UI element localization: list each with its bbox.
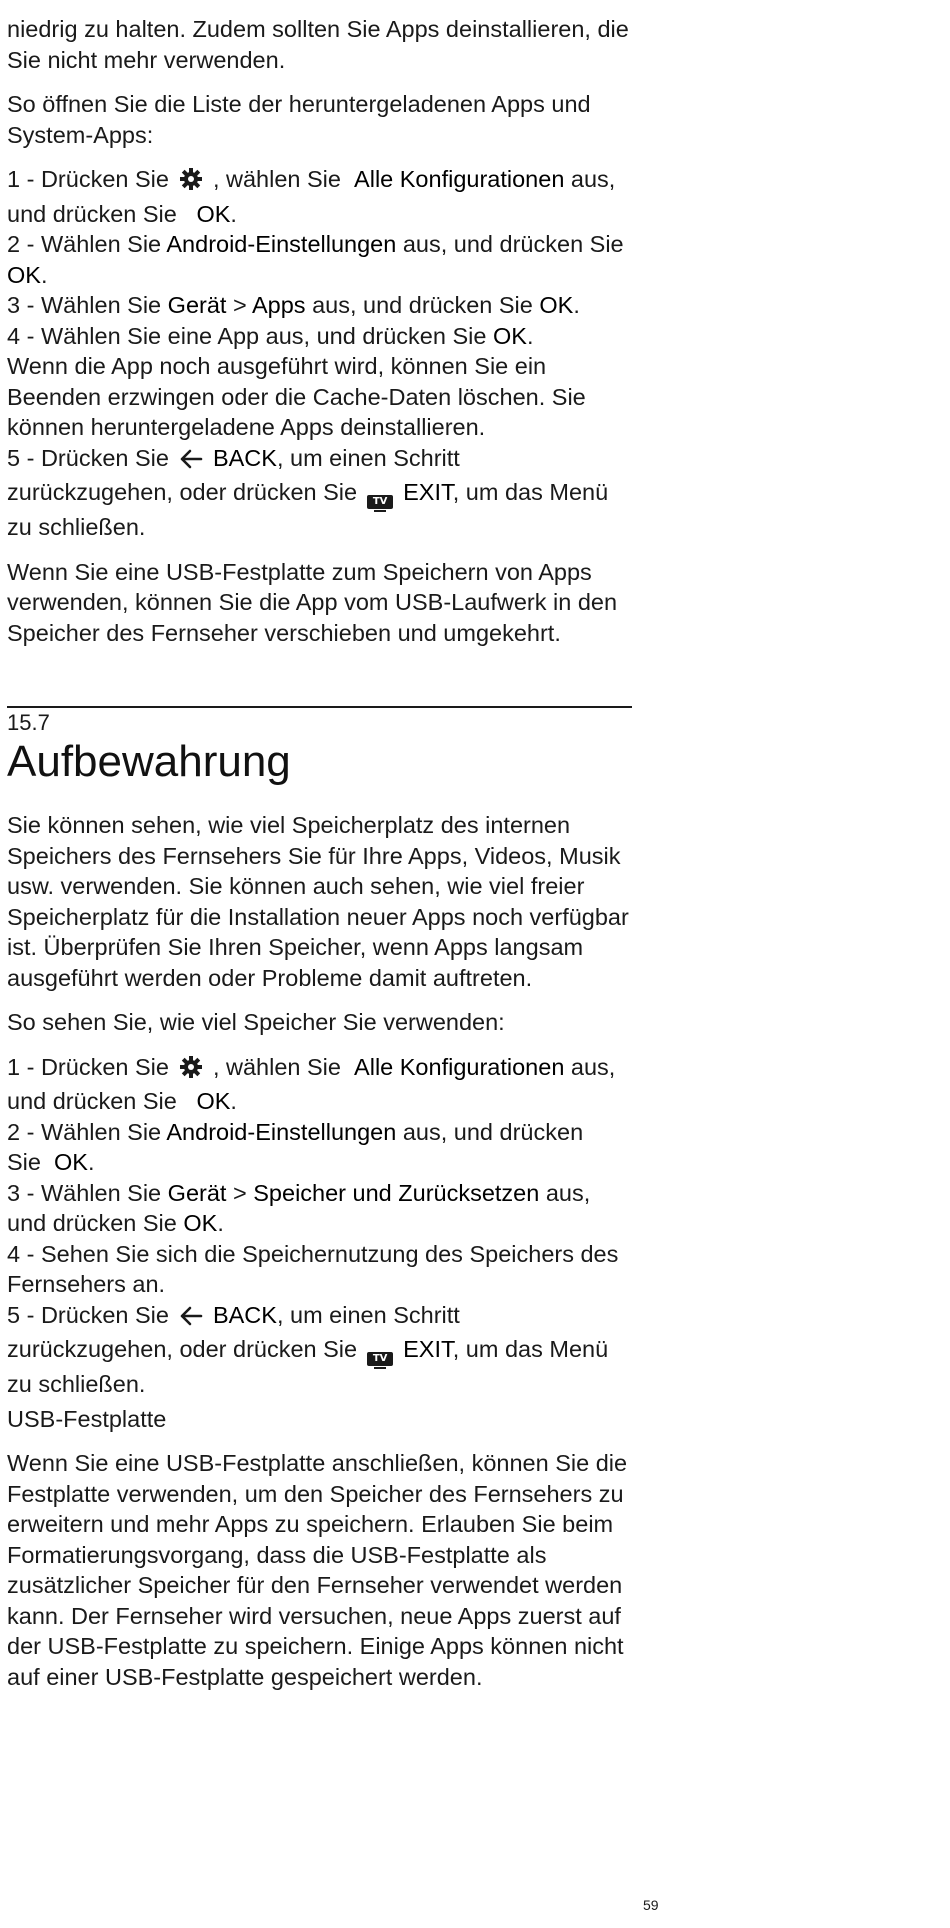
step-text: 3 - Wählen Sie — [7, 292, 162, 318]
apps-step-2: 2 - Wählen Sie Android-Einstellungen aus, und drücken Sie OK. — [7, 231, 624, 288]
step-text: aus, und drücken Sie — [312, 292, 533, 318]
storage-step-5 — [7, 1300, 632, 1400]
apps-steps — [7, 164, 632, 543]
tv-icon-label: TV — [367, 495, 393, 509]
step-text: aus, und drücken Sie — [7, 1053, 616, 1114]
step-text: , wählen Sie — [212, 166, 341, 192]
storage-step-2: 2 - Wählen Sie Android-Einstellungen aus, und drücken Sie OK. — [7, 1118, 584, 1175]
exit-keyword: EXIT — [403, 479, 453, 505]
storage-step-3: 3 - Wählen Sie Gerät > Speicher und Zurücksetzen aus, und drücken Sie OK. — [7, 1179, 591, 1236]
step-keyword: Android-Einstellungen — [166, 231, 397, 257]
step-text: 5 - Drücken Sie — [7, 1301, 169, 1328]
step-keyword: Android-Einstellungen — [166, 1118, 397, 1145]
step-text: 4 - Wählen Sie eine App aus, und drücken Sie — [7, 322, 487, 349]
step-text: 3 - Wählen Sie — [7, 1179, 162, 1206]
storage-paragraph-2: So sehen Sie, wie viel Speicher Sie verwenden: — [7, 1009, 505, 1035]
ok-keyword: OK — [196, 200, 231, 227]
back-keyword: BACK — [212, 444, 277, 471]
gear-icon — [179, 167, 203, 199]
usb-move-paragraph: Wenn Sie eine USB-Festplatte zum Speichern von Apps verwenden, können Sie die App vom USB-Laufwerk in den Speicher des Fernseher verschieben und umgekehrt. — [7, 558, 618, 646]
ok-keyword: OK — [196, 1088, 231, 1114]
step-keyword: Speicher und Zurücksetzen — [253, 1179, 540, 1206]
step-keyword: Gerät — [167, 292, 227, 318]
step-keyword: Apps — [251, 292, 306, 318]
path-separator: > — [232, 1179, 247, 1206]
path-separator: > — [232, 292, 247, 318]
step-text: aus, und drücken Sie — [7, 1179, 591, 1236]
step-text: 2 - Wählen Sie — [7, 231, 162, 257]
gear-icon — [179, 1055, 203, 1087]
ok-keyword: OK — [492, 322, 527, 349]
apps-step-4: 4 - Wählen Sie eine App aus, und drücken Sie OK. Wenn die App noch ausgeführt wird, können Sie ein Beenden erzwingen oder die Cache-Daten löschen. Sie können heruntergeladene Apps deinstallieren. — [7, 322, 586, 440]
apps-step-3: 3 - Wählen Sie Gerät > Apps aus, und drücken Sie OK. — [7, 292, 580, 318]
step-text: aus, und drücken Sie — [402, 231, 624, 257]
section-number: 15.7 — [7, 710, 50, 735]
step-text: aus, und drücken Sie — [7, 1118, 584, 1175]
step-text: , um das Menü zu schließen. — [7, 1336, 609, 1397]
page-number: 59 — [643, 1897, 659, 1913]
step-text: aus, und drücken Sie — [7, 166, 616, 227]
ok-keyword: OK — [183, 1210, 218, 1236]
section-divider — [7, 706, 632, 708]
usb-heading: USB-Festplatte — [7, 1405, 167, 1432]
step-keyword: Alle Konfigurationen — [354, 1053, 565, 1080]
storage-step-1: 1 - Drücken Sie , wählen Sie Alle Konfigurationen aus, und drücken Sie OK. — [7, 1053, 616, 1114]
step-text: 2 - Wählen Sie — [7, 1118, 162, 1145]
back-keyword: BACK — [212, 1301, 277, 1328]
storage-paragraph-1: Sie können sehen, wie viel Speicherplatz des internen Speichers des Fernsehers Sie für Ihre Apps, Videos, Musik usw. verwenden. Sie können auch sehen, wie viel freier Speicherplatz für die Installation neuer Apps noch verfügbar ist. Überprüfen Sie Ihren Speicher, wenn Apps langsam ausgeführt werden oder Probleme damit auftreten. — [7, 812, 629, 991]
document-column — [7, 14, 632, 1706]
back-arrow-icon — [179, 1304, 203, 1335]
storage-steps — [7, 1052, 632, 1400]
step-text: , wählen Sie — [212, 1053, 341, 1080]
intro-paragraph-1: niedrig zu halten. Zudem sollten Sie Apps deinstallieren, die Sie nicht mehr verwenden. — [7, 16, 629, 73]
apps-step-1: 1 - Drücken Sie , wählen Sie Alle Konfigurationen aus, und drücken Sie OK. — [7, 166, 616, 227]
intro-paragraph-2: So öffnen Sie die Liste der heruntergeladenen Apps und System-Apps: — [7, 91, 591, 148]
ok-keyword: OK — [539, 292, 574, 318]
step-text: , um einen Schritt zurückzugehen, oder drücken Sie — [7, 444, 460, 505]
ok-keyword: OK — [54, 1149, 88, 1175]
ok-keyword: OK — [7, 261, 41, 288]
tv-icon — [367, 1352, 393, 1369]
storage-step-4: 4 - Sehen Sie sich die Speichernutzung des Speichers des Fernsehers an. — [7, 1240, 619, 1297]
section-title: Aufbewahrung — [7, 737, 291, 786]
step-text: 1 - Drücken Sie — [7, 1053, 169, 1080]
apps-step-5 — [7, 443, 632, 543]
tv-icon-label: TV — [367, 1352, 393, 1366]
exit-keyword: EXIT — [403, 1336, 453, 1362]
usb-paragraph: Wenn Sie eine USB-Festplatte anschließen, können Sie die Festplatte verwenden, um den Speicher des Fernsehers zu erweitern und mehr Apps zu speichern. Erlauben Sie beim Formatierungsvorgang, dass die USB-Festplatte als zusätzlicher Speicher für den Fernseher verwendet werden kann. Der Fernseher wird versuchen, neue Apps zuerst auf der USB-Festplatte zu speichern. Einige Apps können nicht auf einer USB-Festplatte gespeichert werden. — [7, 1450, 628, 1690]
step-text: 5 - Drücken Sie — [7, 444, 169, 471]
step-text: , um das Menü zu schließen. — [7, 479, 609, 540]
tv-icon — [367, 495, 393, 512]
step-text: , um einen Schritt zurückzugehen, oder drücken Sie — [7, 1301, 460, 1362]
step-keyword: Gerät — [167, 1179, 227, 1206]
step-text: 1 - Drücken Sie — [7, 166, 169, 192]
back-arrow-icon — [179, 447, 203, 478]
step-text: Wenn die App noch ausgeführt wird, können Sie ein Beenden erzwingen oder die Cache-Daten löschen. Sie können heruntergeladene Apps deinstallieren. — [7, 353, 586, 440]
step-keyword: Alle Konfigurationen — [354, 166, 565, 192]
